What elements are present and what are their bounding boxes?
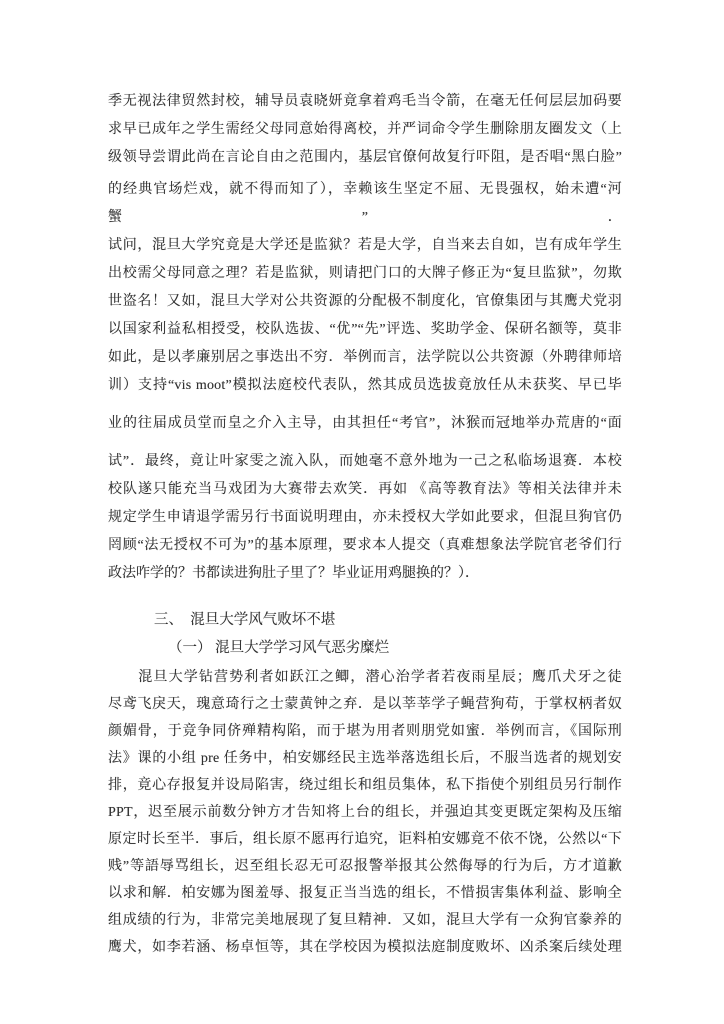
second-paragraph bbox=[108, 664, 622, 961]
text-line: 的经典官场烂戏，就不得而知了），幸赖该生坚定不屈、无畏强权，始未遭“河蟹”． bbox=[108, 182, 622, 225]
text-line: 混旦大学钻营势利者如跃江之鲫，潜心治学者若夜雨星辰；鹰爪犬牙之徒 bbox=[108, 670, 622, 685]
text-line: 校队遂只能充当马戏团为大赛带去欢笑．再如 《高等教育法》等相关法律并未 bbox=[108, 482, 622, 497]
text-line: 试”．最终，竟让叶家雯之流入队，而她毫不意外地为一己之私临场退赛．本校 bbox=[108, 454, 622, 469]
text-line: 尽鸢飞戾天，瑰意琦行之士蒙黄钟之弃．是以莘莘学子蝇营狗苟，于掌权柄者奴 bbox=[108, 697, 622, 712]
text-line: 以国家利益私相授受，校队选拔、“优”“先”评选、奖助学金、保研名额等，莫非 bbox=[108, 322, 622, 337]
body-paragraph bbox=[108, 88, 622, 560]
text-line: 业的往届成员堂而皇之介入主导，由其担任“考官”，沐猴而冠地举办荒唐的“面 bbox=[108, 416, 622, 431]
text-line: 规定学生申请退学需另行书面说明理由，亦未授权大学如此要求，但混旦狗官仍 bbox=[108, 510, 622, 525]
subsection-heading: （一） 混旦大学学习风气恶劣糜烂 bbox=[168, 640, 390, 656]
text-line: 原定时长至半．事后，组长原不愿再行追究，讵料柏安娜竟不依不饶，公然以“下 bbox=[108, 832, 622, 847]
text-line: 罔顾“法无授权不可为”的基本原理，要求本人提交（真难想象法学院官老爷们行 bbox=[108, 538, 622, 553]
text-line: 求早已成年之学生需经父母同意始得离校，并严词命令学生删除朋友圈发文（上 bbox=[108, 122, 622, 137]
text-line: 贱”等語辱骂组长，迟至组长忍无可忍报警举报其公然侮辱的行为后，方才道歉 bbox=[108, 859, 622, 874]
text-line: PPT，迟至展示前数分钟方才告知将上台的组长，并强迫其变更既定架构及压缩 bbox=[108, 805, 622, 820]
text-line: 鹰犬，如李若涵、杨卓恒等，其在学校因为模拟法庭制度败坏、凶杀案后续处理 bbox=[108, 940, 622, 955]
text-line: 出校需父母同意之理？若是监狱，则请把门口的大牌子修正为“复旦监狱”，勿欺 bbox=[108, 266, 622, 281]
text-line: 试问，混旦大学究竟是大学还是监狱？若是大学，自当来去自如，岂有成年学生 bbox=[108, 238, 622, 253]
section-heading: 三、 混旦大学风气败坏不堪 bbox=[154, 612, 336, 628]
text-line: 组成绩的行为，非常完美地展现了复旦精神．又如，混旦大学有一众狗官豢养的 bbox=[108, 913, 622, 928]
text-line: 训）支持“vis moot”模拟法庭校代表队，然其成员选拔竟放任从未获奖、早已毕 bbox=[108, 378, 622, 393]
text-line: 如此，是以孝廉别居之事迭出不穷．举例而言，法学院以公共资源（外聘律师培 bbox=[108, 350, 622, 365]
text-line: 以求和解．柏安娜为图羞辱、报复正当当选的组长，不惜损害集体利益、影响全 bbox=[108, 886, 622, 901]
text-line: 世盗名！又如，混旦大学对公共资源的分配极不制度化，官僚集团与其鹰犬党羽 bbox=[108, 294, 622, 309]
text-line: 级领导尝谓此尚在言论自由之范围内，基层官僚何故复行吓阻，是否唱“黑白脸” bbox=[108, 150, 622, 165]
body-paragraph-last-line: 政法咋学的？书都读进狗肚子里了？毕业证用鸡腿换的？）． bbox=[108, 566, 479, 581]
text-line: 法》课的小组 pre 任务中，柏安娜经民主选举落选组长后，不服当选者的规划安 bbox=[108, 751, 622, 766]
text-line: 颜媚骨，于竞争同侪殚精构陷，而于堪为用者则朋党如蜜．举例而言，《国际刑 bbox=[108, 724, 622, 739]
text-line: 季无视法律贸然封校，辅导员袁晓妍竟拿着鸡毛当令箭，在毫无任何层层加码要 bbox=[108, 94, 622, 109]
text-line: 排，竟心存报复并设局陷害，绕过组长和组员集体，私下指使个别组员另行制作 bbox=[108, 778, 622, 793]
